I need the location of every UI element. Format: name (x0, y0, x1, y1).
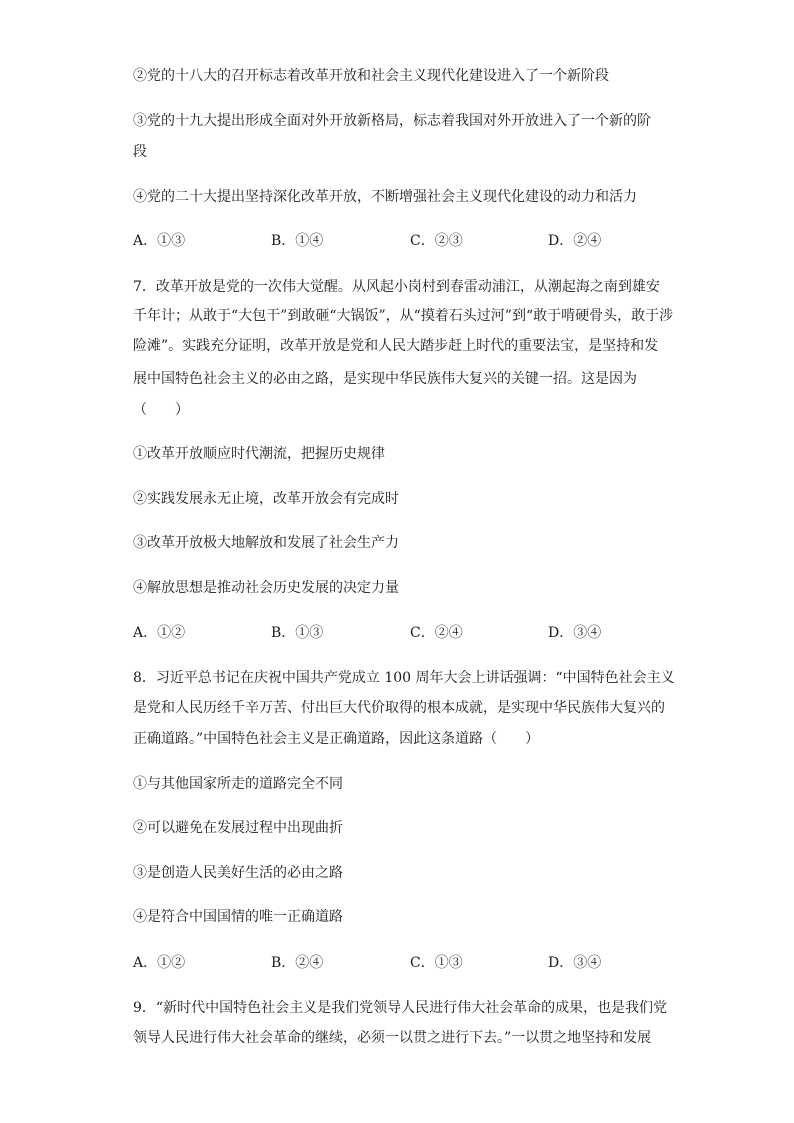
q7-choice-b[interactable]: B．①③ (271, 625, 324, 641)
q8-option-4: ④是符合中国国情的唯一正确道路 (133, 909, 343, 925)
q7-option-1: ①改革开放顺应时代潮流，把握历史规律 (133, 446, 385, 462)
q7-option-3: ③改革开放极大地解放和发展了社会生产力 (133, 535, 399, 551)
q6-choice-a[interactable]: A．①③ (133, 233, 186, 249)
q8-choice-b[interactable]: B．②④ (271, 955, 324, 971)
q8-choice-a[interactable]: A．①② (133, 955, 186, 971)
q7-choice-a[interactable]: A．①② (133, 625, 186, 641)
q8-stem-line1: 8．习近平总书记在庆祝中国共产党成立 100 周年大会上讲话强调：“中国特色社会主义 (133, 670, 675, 686)
q7-option-4: ④解放思想是推动社会历史发展的决定力量 (133, 580, 399, 596)
q7-stem-line2: 千年计；从敢于“大包干”到敢砸“大锅饭”，从“摸着石头过河”到“敢于啃硬骨头，敢于涉 (133, 308, 674, 324)
q6-option-3-line1: ③党的十九大提出形成全面对外开放新格局，标志着我国对外开放进入了一个新的阶 (133, 113, 651, 129)
q7-stem-line4: 展中国特色社会主义的必由之路，是实现中华民族伟大复兴的关键一招。这是因为 (133, 371, 637, 387)
q8-stem-line2: 是党和人民历经千辛万苦、付出巨大代价取得的根本成就，是实现中华民族伟大复兴的 (133, 700, 665, 716)
q7-choice-d[interactable]: D．③④ (548, 625, 602, 641)
q8-choice-d[interactable]: D．③④ (548, 955, 602, 971)
q7-stem-line1: 7．改革开放是党的一次伟大觉醒。从风起小岗村到春雷动浦江，从潮起海之南到雄安 (133, 279, 660, 295)
q7-choice-c[interactable]: C．②④ (410, 625, 463, 641)
q8-option-3: ③是创造人民美好生活的必由之路 (133, 865, 343, 881)
q7-option-2: ②实践发展永无止境，改革开放会有完成时 (133, 491, 399, 507)
q6-option-3-line2: 段 (133, 144, 147, 160)
q6-choices (133, 231, 673, 251)
q8-stem-line3: 正确道路。”中国特色社会主义是正确道路，因此这条道路（ ） (133, 731, 540, 747)
q8-choices (133, 953, 673, 973)
q9-stem-line2: 领导人民进行伟大社会革命的继续，必须一以贯之进行下去。”一以贯之地坚持和发展 (133, 1030, 652, 1046)
q7-stem-line5: （ ） (133, 402, 189, 418)
q6-option-4: ④党的二十大提出坚持深化改革开放，不断增强社会主义现代化建设的动力和活力 (133, 189, 637, 205)
q6-option-2: ②党的十八大的召开标志着改革开放和社会主义现代化建设进入了一个新阶段 (133, 68, 609, 84)
q7-choices (133, 623, 673, 643)
q8-choice-c[interactable]: C．①③ (410, 955, 463, 971)
q6-choice-d[interactable]: D．②④ (548, 233, 602, 249)
q6-choice-b[interactable]: B．①④ (271, 233, 324, 249)
q6-choice-c[interactable]: C．②③ (410, 233, 463, 249)
q9-stem-line1: 9．“新时代中国特色社会主义是我们党领导人民进行伟大社会革命的成果，也是我们党 (133, 1000, 668, 1016)
q8-option-2: ②可以避免在发展过程中出现曲折 (133, 820, 343, 836)
q8-option-1: ①与其他国家所走的道路完全不同 (133, 776, 343, 792)
q7-stem-line3: 险滩”。实践充分证明，改革开放是党和人民大踏步赶上时代的重要法宝，是坚持和发 (133, 338, 659, 354)
